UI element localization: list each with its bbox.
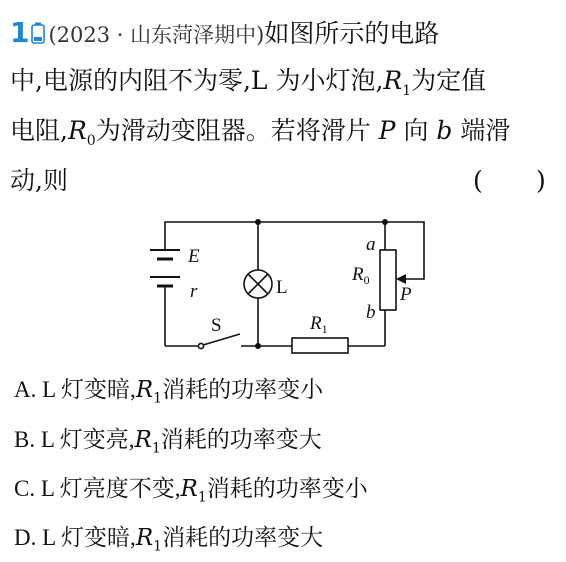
option-c[interactable] xyxy=(14,474,368,513)
option-r-sub: 1 xyxy=(153,390,163,407)
option-d[interactable] xyxy=(14,523,323,562)
option-label: C. L 灯亮度不变, xyxy=(14,476,181,501)
option-label: D. L 灯变暗, xyxy=(14,525,136,550)
r0-subscript: 0 xyxy=(86,133,96,149)
stem-text: 为定值 xyxy=(411,66,487,95)
option-r-sub: 1 xyxy=(197,489,207,506)
stem-text: 动,则 xyxy=(10,166,68,195)
slider-arrow-icon xyxy=(396,274,406,284)
label-S: S xyxy=(211,315,222,336)
answer-bracket-right: ) xyxy=(536,166,546,195)
answer-bracket-left: ( xyxy=(473,166,483,195)
junction-dot xyxy=(382,219,388,225)
label-R1: $R_1$ xyxy=(310,313,328,336)
p-symbol: P xyxy=(378,116,396,145)
junction-dot xyxy=(255,219,261,225)
option-r-symbol: R xyxy=(135,525,154,551)
r0-symbol: R xyxy=(67,116,87,145)
option-text: 消耗的功率变小 xyxy=(162,377,324,403)
option-label: B. L 灯变亮, xyxy=(14,427,135,452)
b-symbol: b xyxy=(436,116,453,145)
option-r-sub: 1 xyxy=(153,538,163,555)
question-source: (2023 · 山东菏泽期中) xyxy=(48,23,265,47)
option-label: A. L 灯变暗, xyxy=(14,377,136,402)
question-number: 1 xyxy=(10,16,30,49)
label-b: b xyxy=(366,302,376,323)
label-a: a xyxy=(366,234,376,255)
label-L: L xyxy=(276,277,288,298)
option-text: 消耗的功率变大 xyxy=(160,427,322,453)
junction-dot xyxy=(255,343,261,349)
option-text: 消耗的功率变小 xyxy=(206,476,368,502)
option-a[interactable] xyxy=(14,375,323,414)
label-r: r xyxy=(190,281,198,302)
label-P: P xyxy=(400,284,412,305)
stem-text: 电阻, xyxy=(10,116,68,145)
option-r-sub: 1 xyxy=(151,440,161,457)
option-text: 消耗的功率变大 xyxy=(162,525,324,551)
stem-text: 如图所示的电路 xyxy=(264,19,440,48)
option-b[interactable] xyxy=(14,425,322,464)
stem-text: 端滑 xyxy=(460,116,511,145)
label-R0: $R_0$ xyxy=(352,264,370,287)
option-r-symbol: R xyxy=(134,427,152,453)
option-r-symbol: R xyxy=(180,476,198,502)
stem-text: 为滑动变阻器。若将滑片 xyxy=(95,116,371,145)
option-r-symbol: R xyxy=(135,377,154,403)
stem-text: 中,电源的内阻不为零,L 为小灯泡, xyxy=(10,66,384,95)
r1-subscript: 1 xyxy=(402,83,412,99)
label-E: E xyxy=(188,246,200,267)
stem-text: 向 xyxy=(403,116,429,145)
r1-symbol: R xyxy=(383,66,403,95)
